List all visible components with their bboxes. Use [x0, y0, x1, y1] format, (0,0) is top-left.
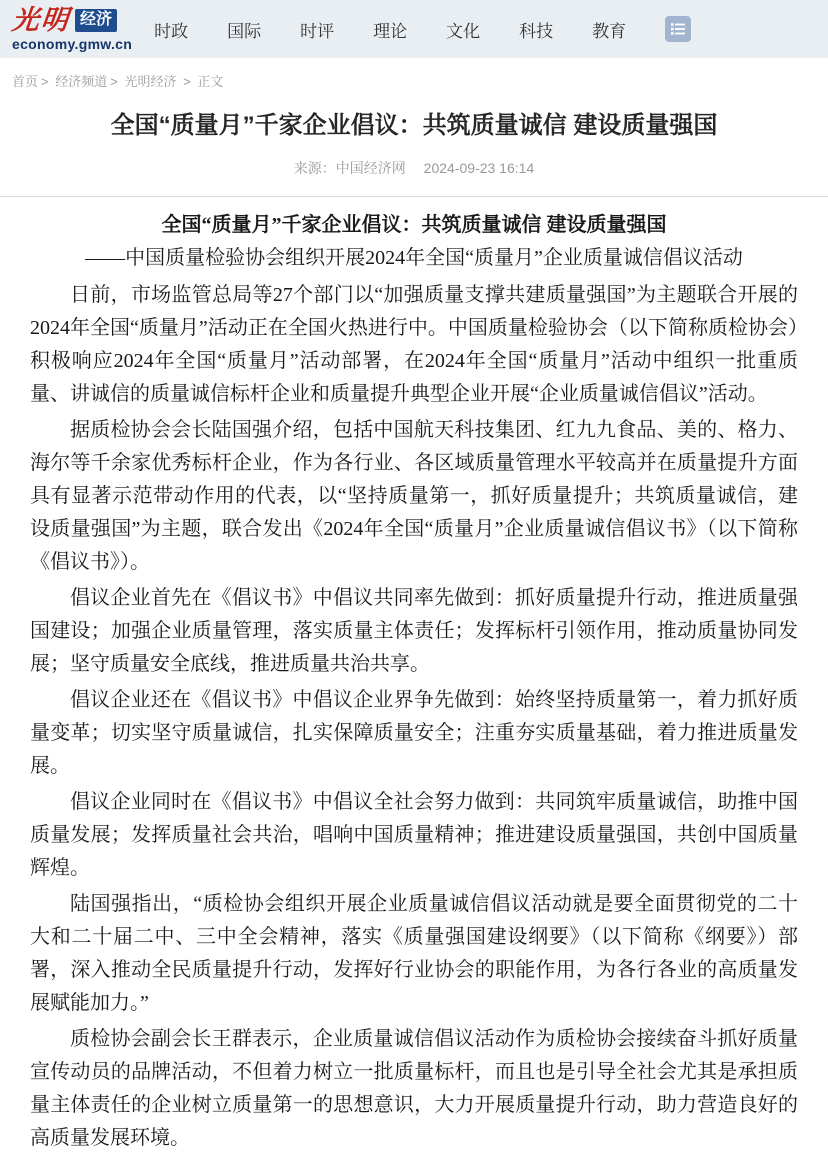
menu-list-button[interactable]: [665, 16, 691, 42]
paragraph-2: 据质检协会会长陆国强介绍，包括中国航天科技集团、红九九食品、美的、格力、海尔等千余家优秀标杆企业，作为各行业、各区域质量管理水平较高并在质量提升方面具有显著示范带动作用的代表，以“坚持质量第一，抓好质量提升；共筑质量诚信，建设质量强国”为主题，联合发出《2024年全国“质量月”企业质量诚信倡议书》（以下简称《倡议书》）。: [30, 419, 798, 573]
breadcrumb-separator: >: [41, 74, 49, 89]
breadcrumb-current-article: 正文: [197, 74, 224, 89]
paragraph-7: 质检协会副会长王群表示，企业质量诚信倡议活动作为质检协会接续奋斗抓好质量宣传动员的品牌活动，不但着力树立一批质量标杆，而且也是引导全社会尤其是承担质量主体责任的企业树立质量第一的思想意识，大力开展质量提升行动，助力营造良好的高质量发展环境。: [30, 1028, 798, 1149]
paragraph-5: 倡议企业同时在《倡议书》中倡议全社会努力做到：共同筑牢质量诚信，助推中国质量发展；发挥质量社会共治，唱响中国质量精神；推进建设质量强国，共创中国质量辉煌。: [30, 791, 798, 879]
breadcrumb-economy-channel[interactable]: 经济频道: [55, 74, 108, 89]
publish-datetime: 2024-09-23 16:14: [423, 160, 535, 176]
paragraph-1: 日前，市场监管总局等27个部门以“加强质量支撑共建质量强国”为主题联合开展的2024年全国“质量月”活动正在全国火热进行中。中国质量检验协会（以下简称质检协会）积极响应2024年全国“质量月”活动部署，在2024年全国“质量月”活动中组织一批重质量、讲诚信的质量诚信标杆企业和质量提升典型企业开展“企业质量诚信倡议”活动。: [30, 284, 798, 405]
article-title: 全国“质量月”千家企业倡议：共筑质量诚信 建设质量强国: [110, 112, 718, 139]
site-logo[interactable]: [12, 7, 132, 51]
source-name: 中国经济网: [335, 160, 406, 176]
nav-item-politics[interactable]: 时政: [154, 21, 189, 41]
site-domain-text: economy.gmw.cn: [12, 36, 133, 52]
paragraph-3: 倡议企业首先在《倡议书》中倡议共同率先做到：抓好质量提升行动，推进质量强国建设；加强企业质量管理，落实质量主体责任；发挥标杆引领作用，推动质量协同发展；坚守质量安全底线，推进质量共治共享。: [30, 587, 798, 675]
nav-item-technology[interactable]: 科技: [519, 21, 554, 41]
body-subheading: ——中国质量检验协会组织开展2024年全国“质量月”企业质量诚信倡议活动: [85, 247, 743, 269]
site-header: [0, 0, 828, 58]
list-menu-icon: [669, 20, 687, 38]
source-label: 来源：: [293, 160, 336, 176]
article-head: [0, 110, 828, 197]
paragraph-6: 陆国强指出，“质检协会组织开展企业质量诚信倡议活动就是要全面贯彻党的二十大和二十届二中、三中全会精神，落实《质量强国建设纲要》（以下简称《纲要》）部署，深入推动全民质量提升行动，发挥好行业协会的职能作用，为各行各业的高质量发展赋能加力。”: [30, 893, 798, 1014]
economy-logo-badge: 经济: [75, 9, 117, 32]
nav-item-international[interactable]: 国际: [227, 21, 262, 41]
nav-item-commentary[interactable]: 时评: [300, 21, 335, 41]
paragraph-4: 倡议企业还在《倡议书》中倡议企业界争先做到：始终坚持质量第一，着力抓好质量变革；切实坚守质量诚信，扎实保障质量安全；注重夯实质量基础，着力推进质量发展。: [30, 689, 798, 777]
logo-row: [12, 7, 132, 34]
article: [0, 110, 828, 1176]
nav-item-education[interactable]: 教育: [592, 21, 627, 41]
main-nav: [154, 16, 691, 42]
article-body: [0, 197, 828, 1176]
breadcrumb-guangming-economy[interactable]: 光明经济: [124, 74, 177, 89]
body-heading: 全国“质量月”千家企业倡议：共筑质量诚信 建设质量强国: [161, 214, 667, 236]
breadcrumb: [0, 58, 828, 96]
guangming-logo-script: 光明: [10, 5, 72, 36]
article-meta: [0, 158, 828, 178]
nav-item-culture[interactable]: 文化: [446, 21, 481, 41]
breadcrumb-separator: >: [110, 74, 118, 89]
breadcrumb-separator: >: [183, 74, 191, 89]
nav-item-theory[interactable]: 理论: [373, 21, 408, 41]
breadcrumb-home[interactable]: 首页: [12, 74, 39, 89]
